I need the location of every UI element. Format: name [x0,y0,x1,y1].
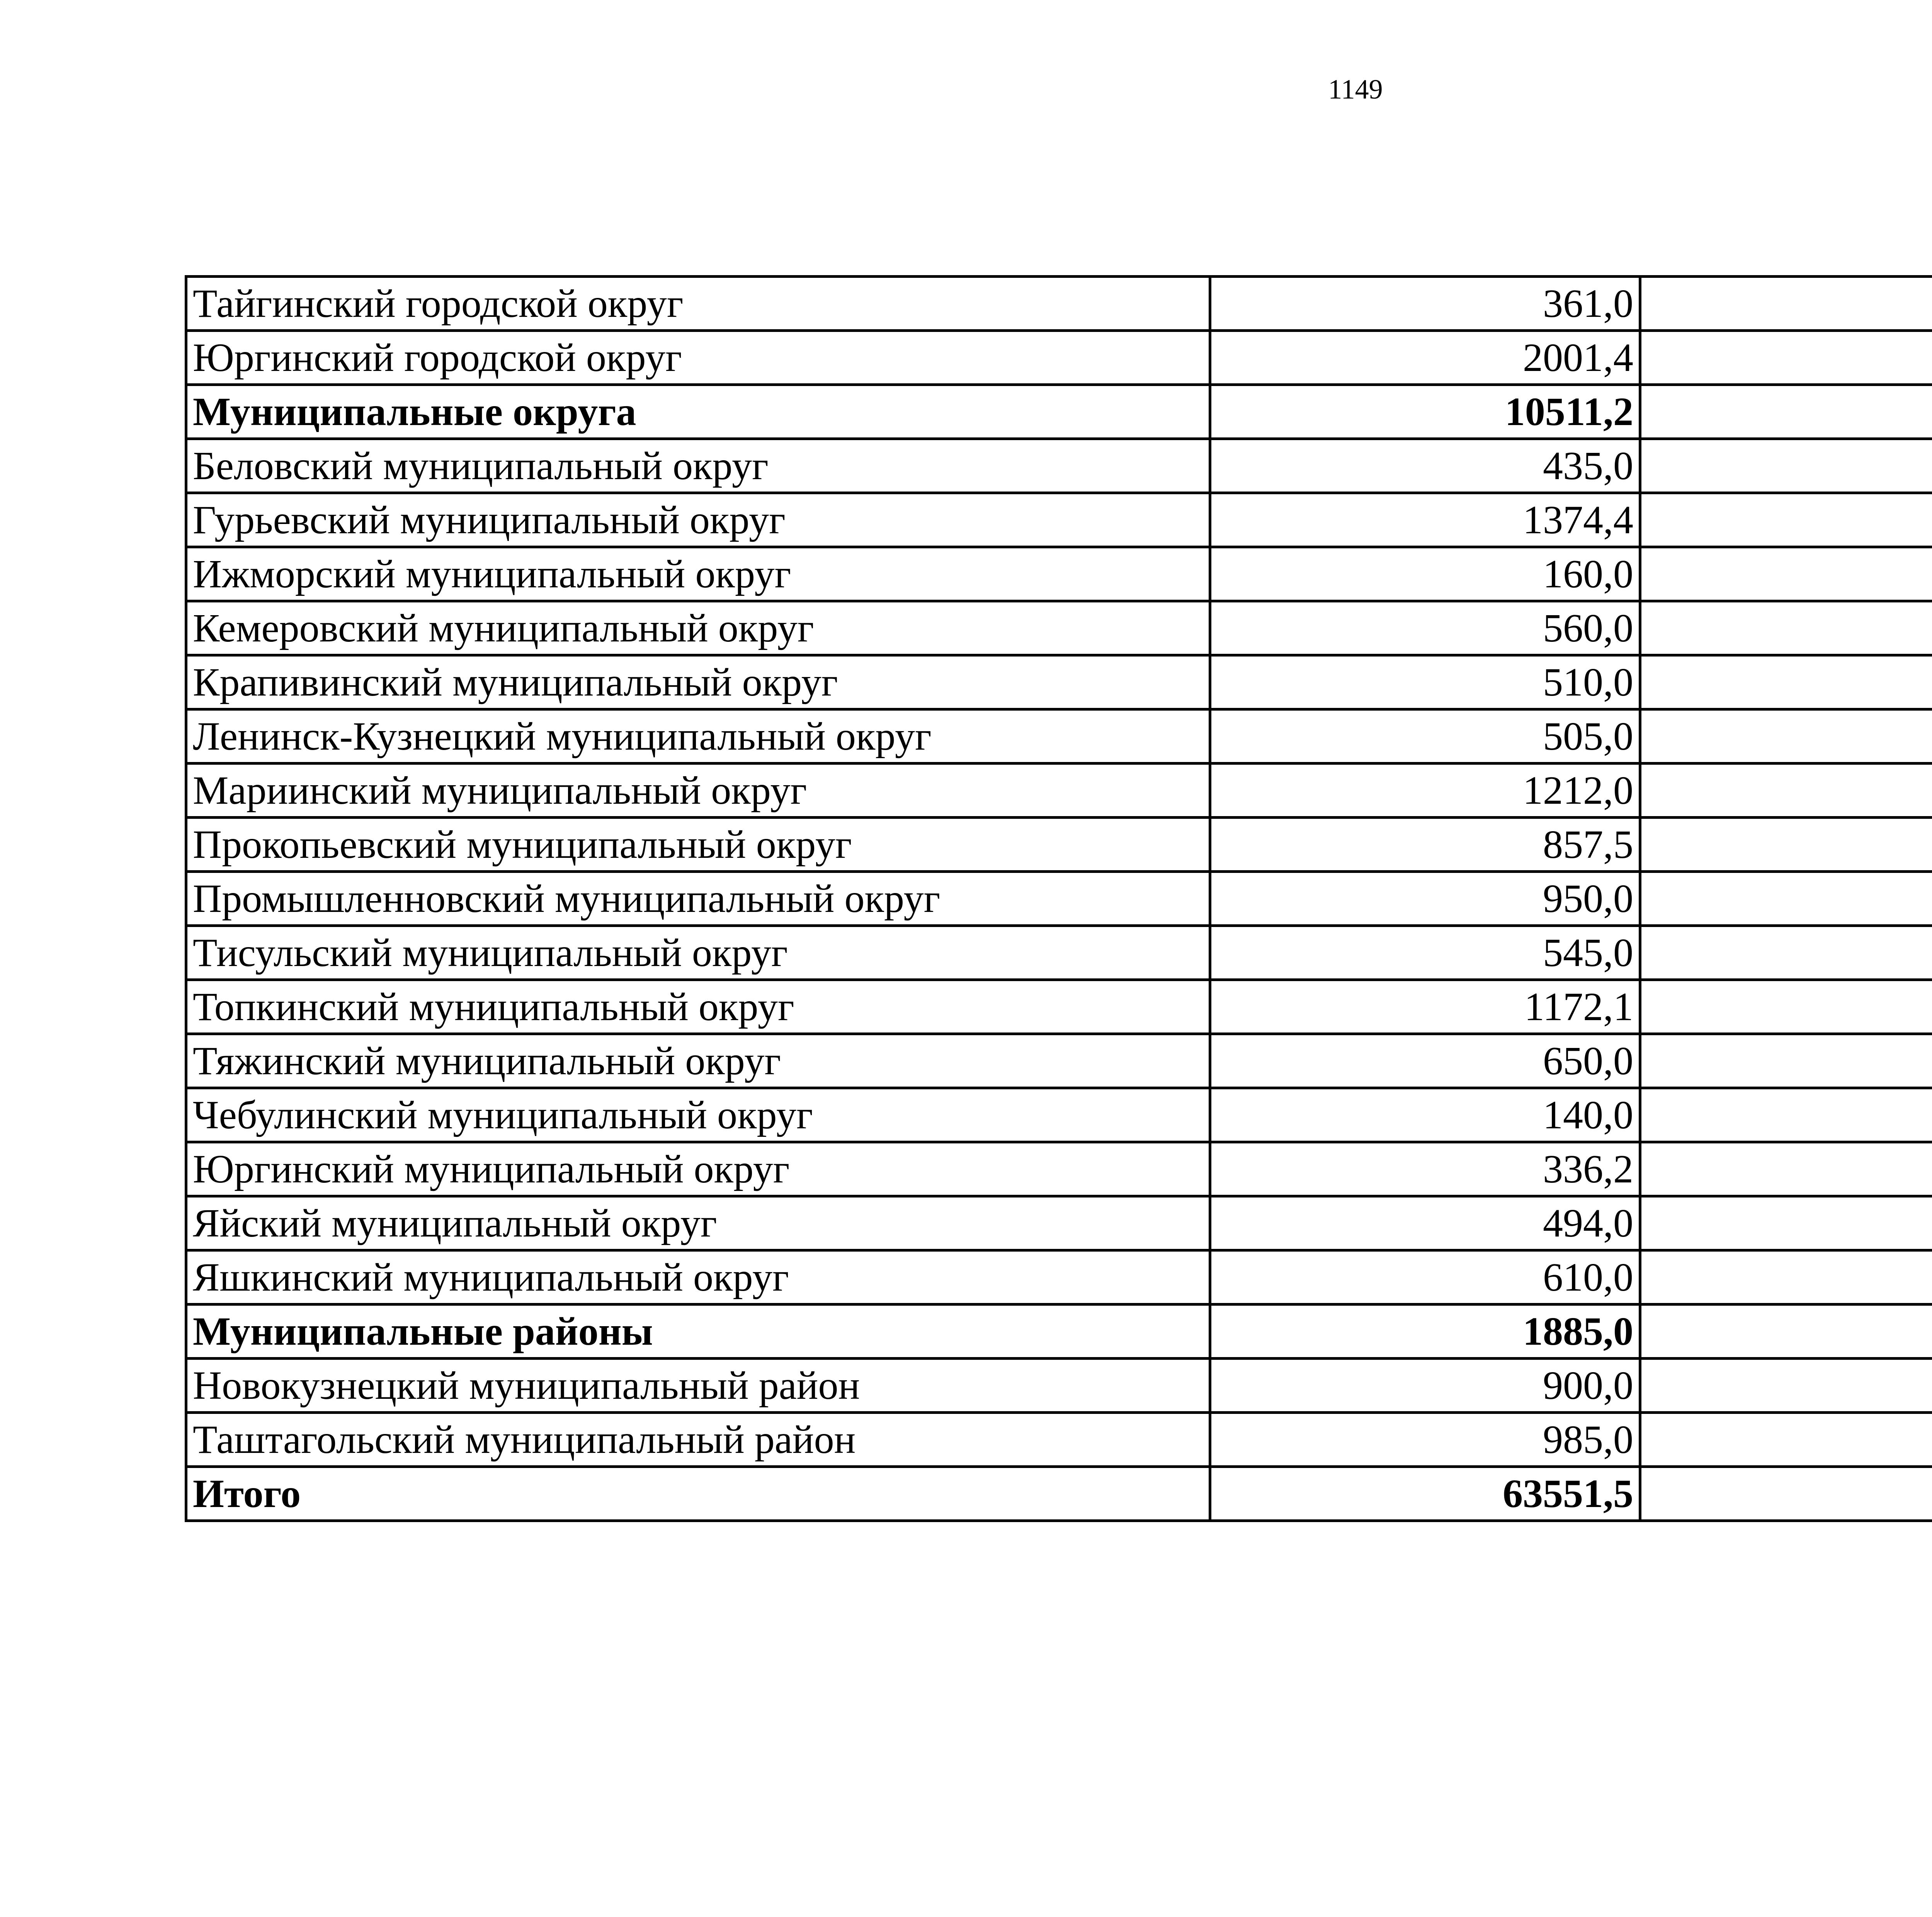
value-col-2-cell [1640,1250,1932,1305]
value-col-2-cell [1640,1359,1932,1413]
value-col-1-cell: 435,0 [1210,439,1640,493]
value-col-1-cell: 361,0 [1210,277,1640,331]
table-row [186,1359,1932,1413]
value-col-2-cell [1640,1034,1932,1088]
page-number: 1149 [1328,74,1383,105]
row-name-cell: Яшкинский муниципальный округ [186,1250,1210,1305]
row-name-cell: Ленинск-Кузнецкий муниципальный округ [186,709,1210,764]
row-name-cell: Чебулинский муниципальный округ [186,1088,1210,1142]
value-col-2-cell [1640,1305,1932,1359]
value-col-2-cell [1640,277,1932,331]
table-row [186,1196,1932,1250]
table-row [186,1250,1932,1305]
row-name-cell: Муниципальные округа [186,385,1210,439]
table-body [186,277,1932,1521]
value-col-2-cell [1640,872,1932,926]
value-col-1-cell: 160,0 [1210,547,1640,601]
table-row [186,493,1932,547]
row-name-cell: Промышленновский муниципальный округ [186,872,1210,926]
value-col-2-cell [1640,818,1932,872]
table-row [186,1413,1932,1467]
row-name-cell: Яйский муниципальный округ [186,1196,1210,1250]
table-row [186,764,1932,818]
value-col-2-cell [1640,547,1932,601]
table-row [186,1088,1932,1142]
table-row [186,926,1932,980]
value-col-1-cell: 1374,4 [1210,493,1640,547]
value-col-2-cell [1640,601,1932,655]
value-col-2-cell [1640,331,1932,385]
row-name-cell: Мариинский муниципальный округ [186,764,1210,818]
table-row [186,547,1932,601]
table-row [186,1034,1932,1088]
table-row-subtotal [186,1467,1932,1521]
row-name-cell: Гурьевский муниципальный округ [186,493,1210,547]
value-col-2-cell [1640,1467,1932,1521]
value-col-1-cell: 336,2 [1210,1142,1640,1196]
value-col-1-cell: 494,0 [1210,1196,1640,1250]
table-row-subtotal [186,385,1932,439]
table-row [186,872,1932,926]
table-row [186,439,1932,493]
value-col-2-cell [1640,926,1932,980]
table-row [186,980,1932,1034]
value-col-1-cell: 857,5 [1210,818,1640,872]
table-row [186,709,1932,764]
row-name-cell: Ижморский муниципальный округ [186,547,1210,601]
row-name-cell: Крапивинский муниципальный округ [186,655,1210,709]
value-col-1-cell: 1172,1 [1210,980,1640,1034]
table-row [186,1142,1932,1196]
value-col-1-cell: 505,0 [1210,709,1640,764]
row-name-cell: Муниципальные районы [186,1305,1210,1359]
row-name-cell: Кемеровский муниципальный округ [186,601,1210,655]
table-row [186,601,1932,655]
value-col-2-cell [1640,1413,1932,1467]
value-col-1-cell: 950,0 [1210,872,1640,926]
row-name-cell: Беловский муниципальный округ [186,439,1210,493]
table-row [186,655,1932,709]
row-name-cell: Прокопьевский муниципальный округ [186,818,1210,872]
value-col-2-cell [1640,655,1932,709]
value-col-2-cell [1640,385,1932,439]
value-col-2-cell [1640,493,1932,547]
value-col-1-cell: 900,0 [1210,1359,1640,1413]
row-name-cell: Итого [186,1467,1210,1521]
value-col-1-cell: 1885,0 [1210,1305,1640,1359]
value-col-2-cell [1640,439,1932,493]
value-col-2-cell [1640,980,1932,1034]
row-name-cell: Новокузнецкий муниципальный район [186,1359,1210,1413]
table-row [186,818,1932,872]
value-col-2-cell [1640,1196,1932,1250]
row-name-cell: Юргинский городской округ [186,331,1210,385]
table-row-subtotal [186,1305,1932,1359]
value-col-1-cell: 140,0 [1210,1088,1640,1142]
value-col-1-cell: 545,0 [1210,926,1640,980]
row-name-cell: Тайгинский городской округ [186,277,1210,331]
table-row [186,331,1932,385]
row-name-cell: Тяжинский муниципальный округ [186,1034,1210,1088]
value-col-1-cell: 610,0 [1210,1250,1640,1305]
value-col-1-cell: 650,0 [1210,1034,1640,1088]
value-col-1-cell: 560,0 [1210,601,1640,655]
value-col-1-cell: 10511,2 [1210,385,1640,439]
row-name-cell: Таштагольский муниципальный район [186,1413,1210,1467]
value-col-2-cell [1640,709,1932,764]
value-col-2-cell [1640,1088,1932,1142]
value-col-1-cell: 985,0 [1210,1413,1640,1467]
value-col-2-cell [1640,1142,1932,1196]
table-row [186,277,1932,331]
row-name-cell: Тисульский муниципальный округ [186,926,1210,980]
budget-table [185,275,1932,1522]
row-name-cell: Топкинский муниципальный округ [186,980,1210,1034]
value-col-2-cell [1640,764,1932,818]
row-name-cell: Юргинский муниципальный округ [186,1142,1210,1196]
value-col-1-cell: 2001,4 [1210,331,1640,385]
value-col-1-cell: 1212,0 [1210,764,1640,818]
value-col-1-cell: 63551,5 [1210,1467,1640,1521]
value-col-1-cell: 510,0 [1210,655,1640,709]
